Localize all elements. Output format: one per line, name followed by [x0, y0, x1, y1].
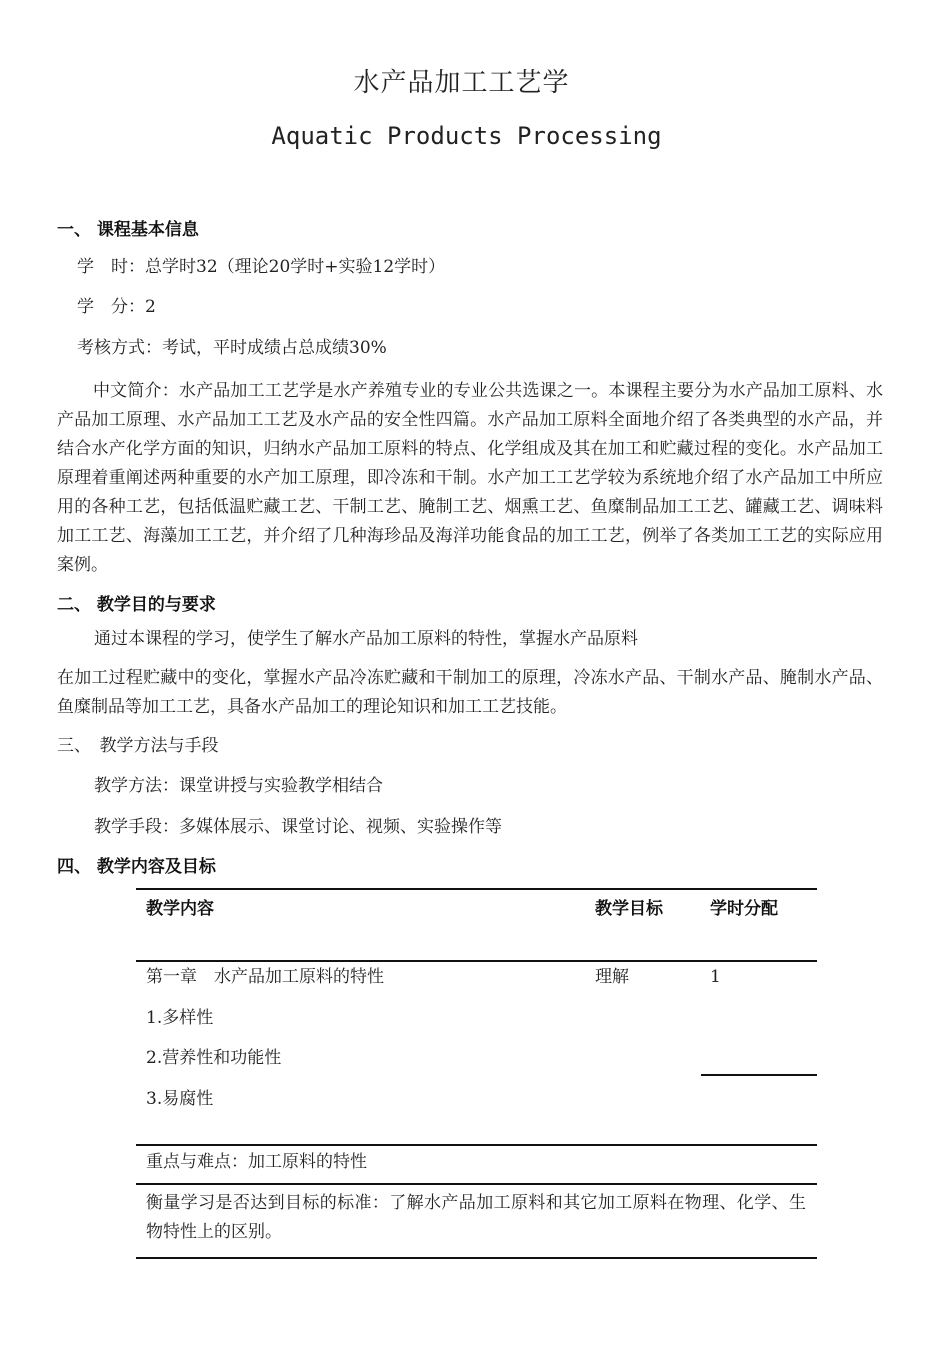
table-header-content: 教学内容 — [146, 899, 214, 919]
section4-heading: 四、 教学内容及目标 — [57, 857, 216, 877]
chapter-hours: 1 — [710, 967, 721, 987]
hours-cell-rule — [701, 1074, 817, 1076]
section3-heading: 三、 教学方法与手段 — [57, 736, 219, 756]
teaching-means: 教学手段：多媒体展示、课堂讨论、视频、实验操作等 — [94, 817, 502, 837]
chapter-goal: 理解 — [595, 967, 629, 987]
teaching-method: 教学方法：课堂讲授与实验教学相结合 — [94, 776, 383, 796]
table-top-rule — [136, 888, 817, 890]
objectives-line1: 通过本课程的学习，使学生了解水产品加工原料的特性，掌握水产品原料 — [94, 629, 638, 649]
assessment-criteria: 衡量学习是否达到目标的标准：了解水产品加工原料和其它加工原料在物理、化学、生物特性上的区别。 — [146, 1193, 806, 1242]
course-credits: 学 分：2 — [77, 297, 156, 317]
section1-heading: 一、 课程基本信息 — [57, 220, 199, 240]
list-item: 3.易腐性 — [146, 1089, 214, 1109]
page-subtitle-english: Aquatic Products Processing — [271, 122, 662, 150]
page-title: 水产品加工工艺学 — [353, 68, 570, 98]
table-row-rule — [136, 1144, 817, 1146]
table-header-hours: 学时分配 — [710, 899, 778, 919]
key-points: 重点与难点：加工原料的特性 — [146, 1152, 367, 1172]
chapter-title: 第一章 水产品加工原料的特性 — [146, 967, 384, 987]
course-hours: 学 时：总学时32（理论20学时+实验12学时） — [77, 257, 446, 277]
course-intro: 中文简介：水产品加工工艺学是水产养殖专业的专业公共选课之一。本课程主要分为水产品加工原料、水产品加工原理、水产品加工工艺及水产品的安全性四篇。水产品加工原料全面地介绍了各类典型的水产品，并结合水产化学方面的知识，归纳水产品加工原料的特点、化学组成及其在加工和贮藏过程的变化。水产品加工原理着重阐述两种重要的水产加工原理，即冷冻和干制。水产加工工艺学较为系统地介绍了水产品加工中所应用的各种工艺，包括低温贮藏工艺、干制工艺、腌制工艺、烟熏工艺、鱼糜制品加工工艺、罐藏工艺、调味料加工工艺、海藻加工工艺，并介绍了几种海珍品及海洋功能食品的加工工艺，例举了各类加工工艺的实际应用案例。 — [57, 381, 883, 575]
table-bottom-rule — [136, 1257, 817, 1259]
section2-heading: 二、 教学目的与要求 — [57, 595, 216, 615]
list-item: 1.多样性 — [146, 1008, 214, 1028]
objectives-line2: 在加工过程贮藏中的变化，掌握水产品冷冻贮藏和干制加工的原理，冷冻水产品、干制水产品、腌制水产品、鱼糜制品等加工工艺，具备水产品加工的理论知识和加工工艺技能。 — [57, 668, 883, 717]
table-header-goal: 教学目标 — [595, 899, 663, 919]
assessment-method: 考核方式：考试，平时成绩占总成绩30% — [77, 338, 387, 358]
list-item: 2.营养性和功能性 — [146, 1048, 282, 1068]
table-row-rule — [136, 1183, 817, 1185]
